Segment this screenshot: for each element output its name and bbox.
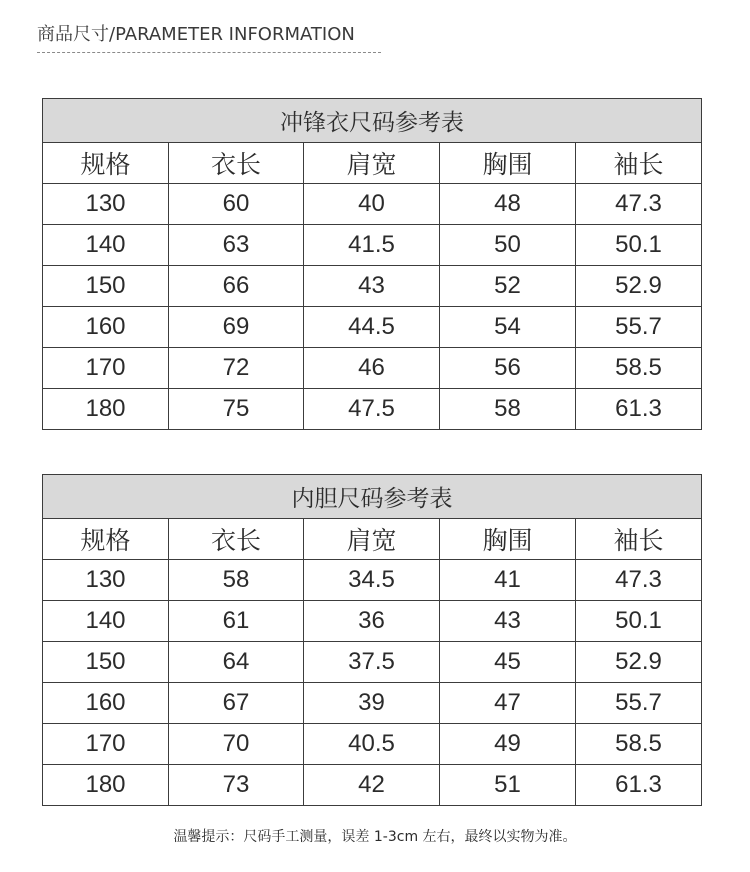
table-cell: 42 (304, 765, 440, 806)
table-cell: 36 (304, 601, 440, 642)
table-cell: 40 (304, 184, 440, 225)
table-cell: 150 (43, 266, 169, 307)
jacket-size-table (42, 98, 702, 430)
table-cell: 46 (304, 348, 440, 389)
jacket-table-header-row (43, 143, 702, 184)
table-cell: 54 (440, 307, 576, 348)
table-cell: 41.5 (304, 225, 440, 266)
column-header: 袖长 (576, 143, 702, 184)
table-cell: 47.3 (576, 560, 702, 601)
table-cell: 45 (440, 642, 576, 683)
liner-table-header-row (43, 519, 702, 560)
table-cell: 160 (43, 683, 169, 724)
column-header: 胸围 (440, 143, 576, 184)
table-cell: 50.1 (576, 225, 702, 266)
table-cell: 66 (169, 266, 304, 307)
table-cell: 50 (440, 225, 576, 266)
table-cell: 61 (169, 601, 304, 642)
table-cell: 39 (304, 683, 440, 724)
table-row (43, 683, 702, 724)
table-cell: 52.9 (576, 266, 702, 307)
table-cell: 47 (440, 683, 576, 724)
table-cell: 64 (169, 642, 304, 683)
table-cell: 55.7 (576, 683, 702, 724)
column-header: 肩宽 (304, 519, 440, 560)
table-cell: 140 (43, 225, 169, 266)
table-cell: 180 (43, 765, 169, 806)
table-cell: 58.5 (576, 348, 702, 389)
liner-size-table (42, 474, 702, 806)
table-cell: 48 (440, 184, 576, 225)
table-cell: 40.5 (304, 724, 440, 765)
table-cell: 37.5 (304, 642, 440, 683)
table-cell: 180 (43, 389, 169, 430)
table-cell: 130 (43, 560, 169, 601)
column-header: 肩宽 (304, 143, 440, 184)
table-cell: 47.5 (304, 389, 440, 430)
column-header: 胸围 (440, 519, 576, 560)
column-header: 衣长 (169, 519, 304, 560)
table-cell: 170 (43, 724, 169, 765)
table-cell: 52.9 (576, 642, 702, 683)
table-cell: 61.3 (576, 765, 702, 806)
table-cell: 60 (169, 184, 304, 225)
measurement-note: 温馨提示：尺码手工测量，误差 1-3cm 左右，最终以实物为准。 (173, 829, 577, 845)
table-row (43, 724, 702, 765)
table-cell: 43 (304, 266, 440, 307)
liner-size-table-title: 内胆尺码参考表 (43, 475, 702, 519)
table-cell: 34.5 (304, 560, 440, 601)
table-cell: 41 (440, 560, 576, 601)
table-cell: 58 (440, 389, 576, 430)
header-dashed-divider (37, 52, 381, 53)
table-cell: 140 (43, 601, 169, 642)
column-header: 规格 (43, 519, 169, 560)
table-cell: 61.3 (576, 389, 702, 430)
table-row (43, 225, 702, 266)
table-cell: 150 (43, 642, 169, 683)
table-row (43, 560, 702, 601)
table-cell: 160 (43, 307, 169, 348)
table-cell: 170 (43, 348, 169, 389)
table-row (43, 389, 702, 430)
table-cell: 70 (169, 724, 304, 765)
table-cell: 63 (169, 225, 304, 266)
column-header: 袖长 (576, 519, 702, 560)
column-header: 衣长 (169, 143, 304, 184)
table-cell: 52 (440, 266, 576, 307)
table-cell: 58.5 (576, 724, 702, 765)
table-cell: 69 (169, 307, 304, 348)
table-row (43, 307, 702, 348)
table-cell: 130 (43, 184, 169, 225)
table-row (43, 765, 702, 806)
table-cell: 73 (169, 765, 304, 806)
table-cell: 56 (440, 348, 576, 389)
table-row (43, 184, 702, 225)
table-cell: 55.7 (576, 307, 702, 348)
column-header: 规格 (43, 143, 169, 184)
table-row (43, 601, 702, 642)
table-cell: 67 (169, 683, 304, 724)
jacket-size-table-title: 冲锋衣尺码参考表 (43, 99, 702, 143)
table-cell: 72 (169, 348, 304, 389)
parameter-header-text: 商品尺寸/PARAMETER INFORMATION (37, 24, 355, 45)
table-row (43, 642, 702, 683)
table-cell: 51 (440, 765, 576, 806)
table-cell: 58 (169, 560, 304, 601)
table-cell: 44.5 (304, 307, 440, 348)
table-cell: 75 (169, 389, 304, 430)
table-cell: 50.1 (576, 601, 702, 642)
parameter-header (37, 22, 381, 54)
table-row (43, 348, 702, 389)
table-cell: 49 (440, 724, 576, 765)
table-cell: 47.3 (576, 184, 702, 225)
table-row (43, 266, 702, 307)
table-cell: 43 (440, 601, 576, 642)
